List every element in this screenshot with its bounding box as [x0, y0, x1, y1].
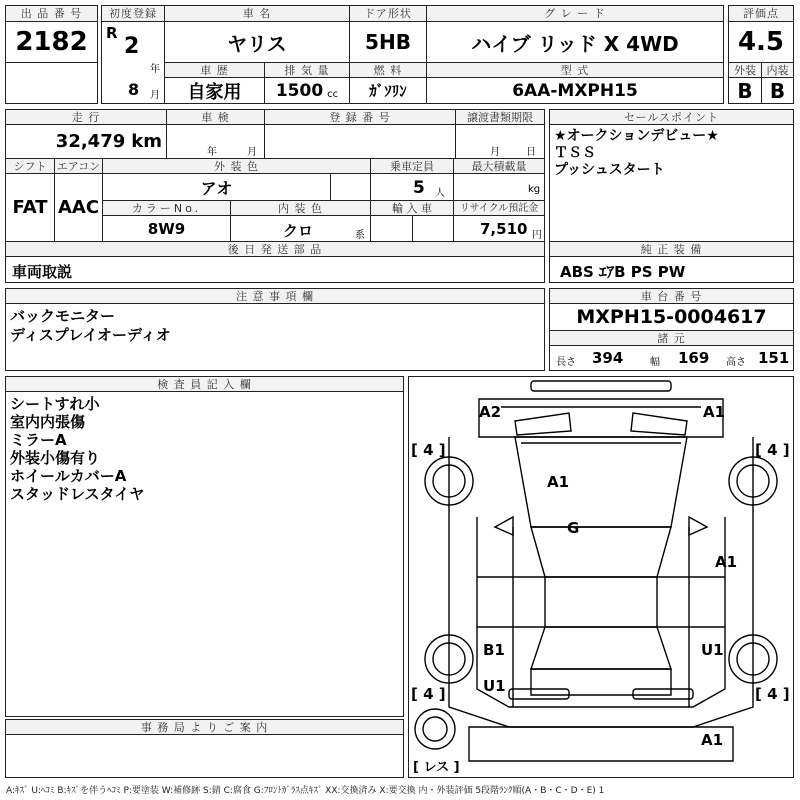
capacity-unit: 人: [435, 188, 445, 199]
car-name: ヤリス: [164, 21, 350, 63]
mark-front-right: A1: [703, 403, 726, 421]
import-label: 輸 入 車: [370, 200, 454, 216]
lot-no: 2182: [5, 21, 98, 63]
displacement-label: 排 気 量: [264, 62, 350, 78]
lot-blank: [5, 62, 98, 104]
recycle-unit: 円: [532, 230, 542, 241]
reg-year-unit: 年: [150, 64, 160, 75]
mark-windshield: G: [567, 519, 580, 537]
mark-hood: A1: [547, 473, 570, 491]
transfer-month-unit: 月: [490, 147, 500, 158]
selling-points: [549, 124, 794, 242]
inspector-line: ミラーA: [10, 431, 67, 449]
selling-point-line: プッシュスタート: [554, 162, 665, 178]
capacity-label: 乗車定員: [370, 158, 454, 174]
color-no-label: カラーNo.: [102, 200, 231, 216]
first-reg-label: 初度登録: [101, 5, 165, 22]
displacement: 1500: [275, 80, 324, 101]
inspector-line: ホイールカバーA: [10, 467, 127, 485]
fuel-label: 燃 料: [349, 62, 427, 78]
inspector-label: 検 査 員 記 入 欄: [5, 376, 404, 392]
max-load-unit: kg: [528, 184, 541, 195]
model-code-label: 型 式: [426, 62, 724, 78]
mark-rear-left: B1: [483, 641, 505, 659]
max-load-cell: [453, 173, 545, 201]
ac: AAC: [54, 173, 103, 242]
reg-month: 8: [128, 80, 140, 99]
mark-right-side: A1: [715, 553, 738, 571]
mileage-unit: km: [131, 131, 162, 152]
height: 151: [758, 349, 790, 367]
capacity-cell: [370, 173, 454, 201]
tire-rear-right: [ 4 ]: [755, 685, 790, 703]
grade: ハイブ リッド X 4WD: [426, 21, 724, 63]
interior-label: 内装: [761, 62, 794, 78]
lot-no-label: 出 品 番 号: [5, 5, 98, 22]
int-color-unit: 系: [355, 230, 365, 241]
inspector-line: 外装小傷有り: [10, 449, 101, 467]
int-color: クロ: [283, 222, 314, 240]
mark-front-left: A2: [479, 403, 502, 421]
car-outline: [409, 377, 793, 777]
legend: A:ｷｽﾞ U:ﾍｺﾐ B:ｷｽﾞを伴うﾍｺﾐ P:要塗装 W:補修跡 S:錆 C:腐食 G:ﾌﾛﾝﾄｶﾞﾗｽ点ｷｽﾞ XX:交換済み X:要交換 内・外装評価 5段階ﾗﾝｸ順(A・B・C・D・E) 1: [6, 786, 605, 796]
chassis-no: MXPH15-0004617: [549, 303, 794, 331]
selling-point-line: ★オークションデビュー★: [554, 128, 719, 144]
reg-year: 2: [124, 34, 140, 59]
displacement-unit: cc: [327, 89, 339, 100]
max-load-label: 最大積載量: [453, 158, 545, 174]
inspection-month-unit: 月: [247, 147, 257, 158]
dims-cell: [549, 345, 794, 371]
mileage: 32,479: [55, 131, 126, 152]
reg-no-cell: [264, 124, 456, 159]
first-reg-cell: [101, 21, 165, 104]
shift-label: シフト: [5, 158, 55, 174]
note-line: バックモニター: [10, 307, 116, 325]
later-items-label: 後 日 発 送 部 品: [5, 241, 545, 257]
height-label: 高さ: [726, 357, 746, 368]
model-code: 6AA-MXPH15: [426, 77, 724, 104]
office-notes: [5, 734, 404, 778]
grade-label: グ レ ー ド: [426, 5, 724, 22]
inspector-line: シートすれ小: [10, 395, 100, 413]
exterior-grade: B: [728, 77, 762, 104]
ext-color: アオ: [102, 173, 331, 201]
reg-no-label: 登 録 番 号: [264, 109, 456, 125]
ext-color-extra: [330, 173, 371, 201]
length: 394: [592, 349, 624, 367]
notes: [5, 303, 545, 371]
fuel: ｶﾞｿﾘﾝ: [349, 77, 427, 104]
mileage-label: 走 行: [5, 109, 167, 125]
displacement-cell: [264, 77, 350, 104]
width-label: 幅: [650, 357, 660, 368]
history-label: 車 歴: [164, 62, 265, 78]
interior-grade: B: [761, 77, 794, 104]
score-label: 評価点: [728, 5, 794, 22]
length-label: 長さ: [556, 357, 576, 368]
mark-rear-bumper: A1: [701, 731, 724, 749]
car-name-label: 車 名: [164, 5, 350, 22]
inspection-label: 車 検: [166, 109, 265, 125]
selling-point-line: ＴＳＳ: [554, 145, 596, 161]
door-label: ドア形状: [349, 5, 427, 22]
tire-rear-left: [ 4 ]: [411, 685, 446, 703]
later-items: 車両取説: [5, 256, 545, 283]
transfer-cell: [455, 124, 545, 159]
inspector-notes: [5, 391, 404, 717]
import-cell-b: [412, 215, 454, 242]
shift: FAT: [5, 173, 55, 242]
door-type: 5HB: [349, 21, 427, 63]
selling-points-label: セールスポイント: [549, 109, 794, 125]
tire-front-left: [ 4 ]: [411, 441, 446, 459]
recycle-label: リサイクル預託金: [453, 200, 545, 216]
mark-rear-left-low: U1: [483, 677, 506, 695]
damage-diagram: [408, 376, 794, 778]
transfer-day-unit: 日: [526, 147, 536, 158]
notes-label: 注 意 事 項 欄: [5, 288, 545, 304]
tire-front-right: [ 4 ]: [755, 441, 790, 459]
exterior-label: 外装: [728, 62, 762, 78]
width: 169: [678, 349, 710, 367]
import-cell-a: [370, 215, 413, 242]
equipment: ABS ｴｱB PS PW: [549, 256, 794, 283]
ac-label: エアコン: [54, 158, 103, 174]
note-line: ディスプレイオーディオ: [10, 326, 171, 344]
mileage-cell: [5, 124, 167, 159]
ext-color-label: 外 装 色: [102, 158, 371, 174]
history: 自家用: [164, 77, 265, 104]
inspector-line: 室内内張傷: [10, 413, 86, 431]
color-no: 8W9: [102, 215, 231, 242]
office-label: 事 務 局 よ り ご 案 内: [5, 719, 404, 735]
score: 4.5: [728, 21, 794, 63]
chassis-label: 車 台 番 号: [549, 288, 794, 304]
capacity: 5: [413, 178, 425, 198]
int-color-label: 内 装 色: [230, 200, 371, 216]
era-mark: R: [106, 24, 118, 42]
transfer-label: 譲渡書類期限: [455, 109, 545, 125]
inspection-year-unit: 年: [207, 147, 217, 158]
inspector-line: スタッドレスタイヤ: [10, 485, 145, 503]
inspection-cell: [166, 124, 265, 159]
recycle-cell: [453, 215, 545, 242]
equipment-label: 純 正 装 備: [549, 241, 794, 257]
mark-rear-right: U1: [701, 641, 724, 659]
recycle-fee: 7,510: [480, 220, 528, 238]
spare-tire: [ レス ]: [413, 760, 460, 775]
reg-month-unit: 月: [150, 90, 160, 101]
int-color-cell: [230, 215, 371, 242]
dims-label: 諸 元: [549, 330, 794, 346]
